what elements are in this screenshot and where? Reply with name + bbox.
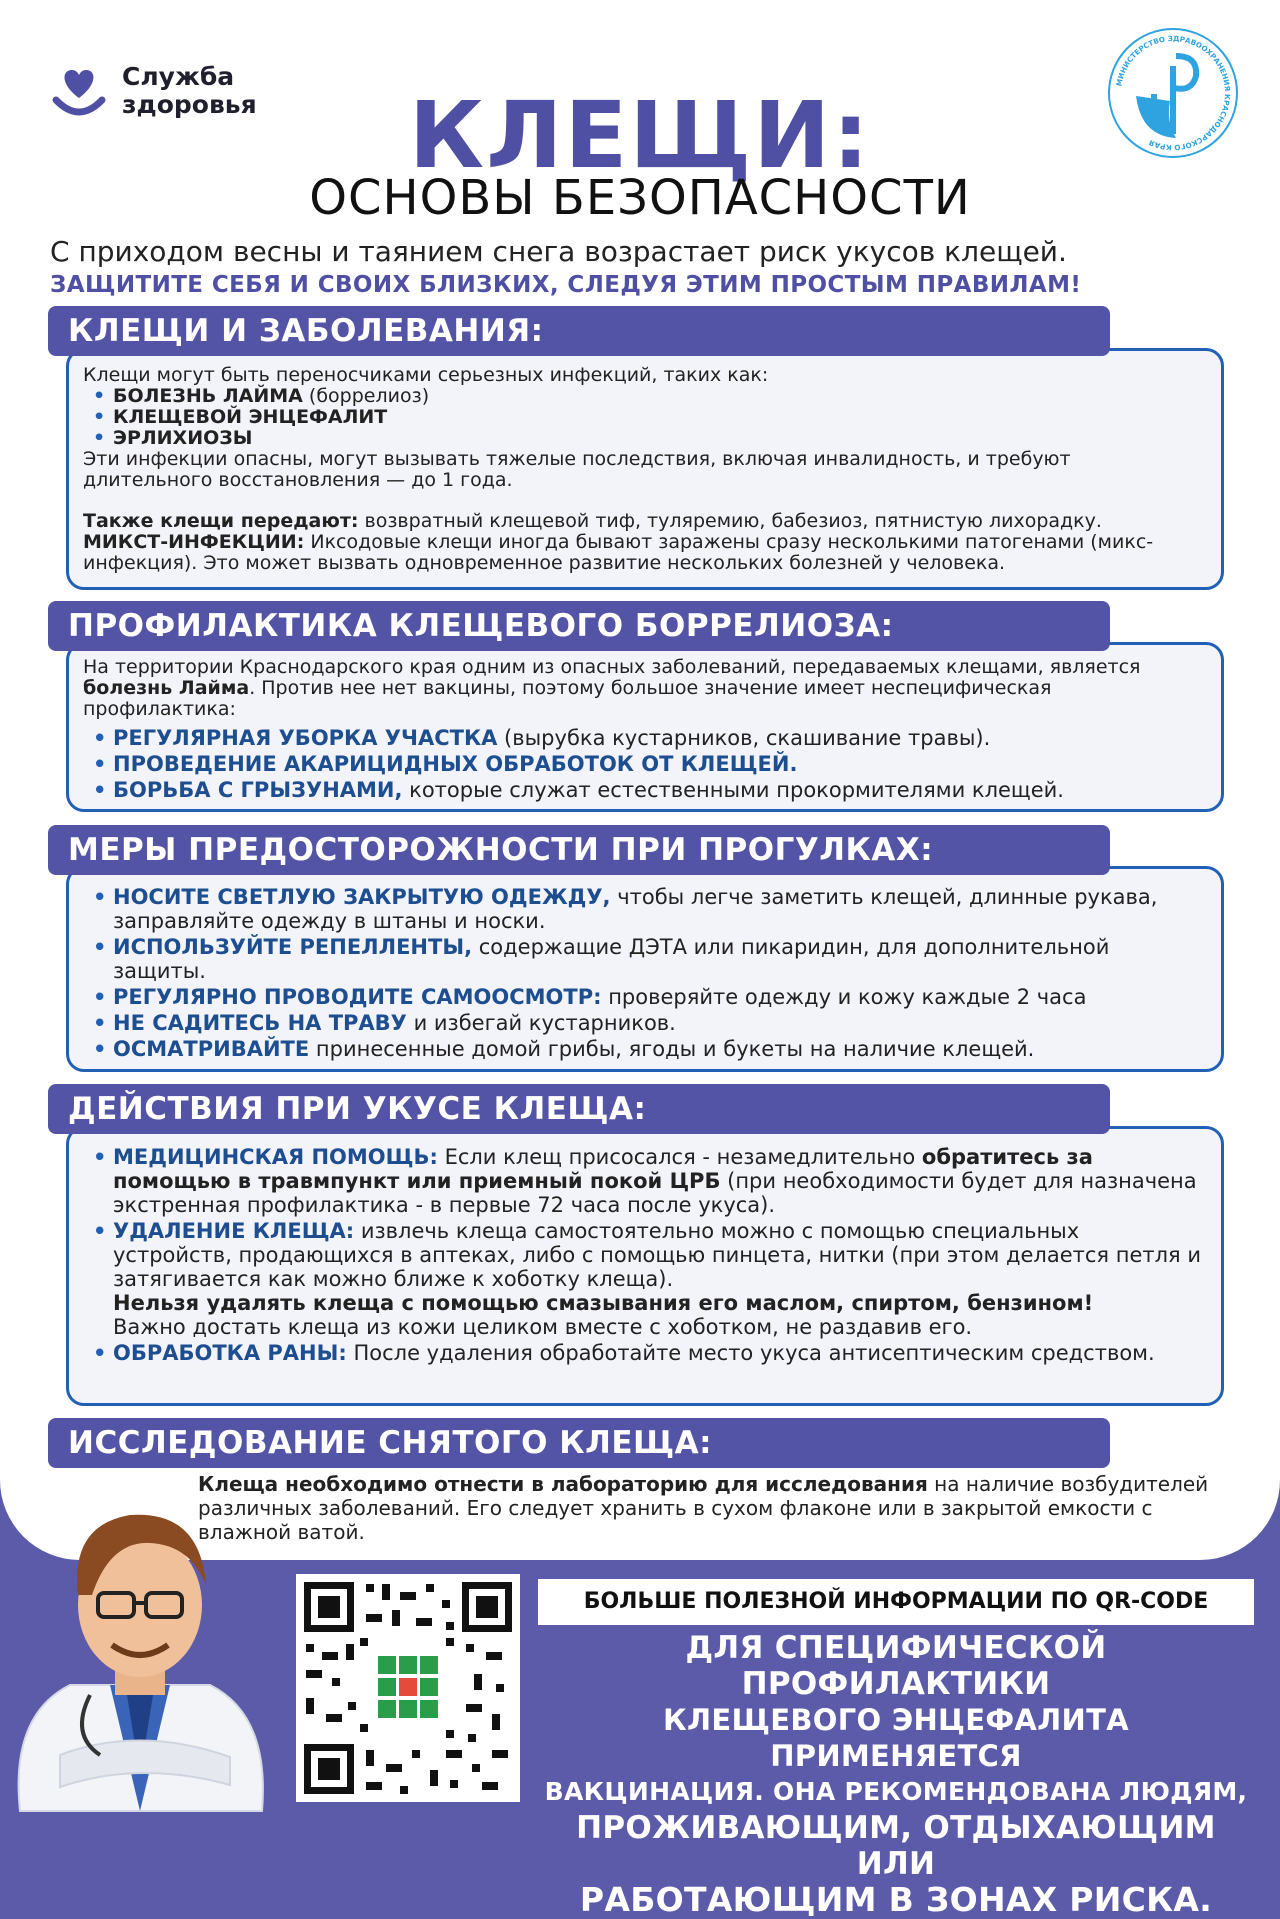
qr-note: БОЛЬШЕ ПОЛЕЗНОЙ ИНФОРМАЦИИ ПО QR-CODE — [538, 1579, 1254, 1625]
list-item: • ЭРЛИХИОЗЫ — [83, 428, 1201, 449]
brand-line1: Служба — [122, 62, 235, 91]
vaccine-line: КЛЕЩЕВОГО ЭНЦЕФАЛИТА ПРИМЕНЯЕТСЯ — [663, 1703, 1129, 1773]
intro-line: С приходом весны и таянием снега возрастает риск укусов клещей. — [50, 235, 1067, 268]
vaccine-line: ВАКЦИНАЦИЯ. ОНА РЕКОМЕНДОВАНА ЛЮДЯМ, — [544, 1777, 1248, 1806]
bite-list — [83, 1145, 1201, 1365]
list-item: • ПРОВЕДЕНИЕ АКАРИЦИДНЫХ ОБРАБОТОК ОТ КЛЕЩЕЙ. — [83, 752, 1201, 776]
list-item: • ИСПОЛЬЗУЙТЕ РЕПЕЛЛЕНТЫ, содержащие ДЭТА или пикаридин, для дополнительной защиты. — [83, 935, 1201, 983]
diseases-danger: Эти инфекции опасны, могут вызывать тяжелые последствия, включая инвалидность, и требуют длительного восстановления — до 1 года. — [83, 448, 1071, 491]
list-item: • МЕДИЦИНСКАЯ ПОМОЩЬ: Если клещ присосался - незамедлительно обратитесь за помощью в травмпункт или приемный покой ЦРБ (при необходимости будет для назначена экстренная профилактика - в первые 72 часа после укуса). — [83, 1145, 1201, 1217]
diseases-list — [83, 386, 1201, 449]
vaccine-line: ПРОЖИВАЮЩИМ, ОТДЫХАЮЩИМ ИЛИ — [576, 1810, 1216, 1882]
walks-heading: МЕРЫ ПРЕДОСТОРОЖНОСТИ ПРИ ПРОГУЛКАХ: — [48, 825, 1110, 875]
list-item: • РЕГУЛЯРНАЯ УБОРКА УЧАСТКА (вырубка кустарников, скашивание травы). — [83, 726, 1201, 750]
borreliosis-list — [83, 726, 1201, 802]
page-title: КЛЕЩИ: — [408, 82, 872, 189]
diseases-box — [66, 348, 1224, 590]
list-item: • ОБРАБОТКА РАНЫ: После удаления обработайте место укуса антисептическим средством. — [83, 1341, 1201, 1365]
list-item: • ОСМАТРИВАЙТЕ принесенные домой грибы, ягоды и букеты на наличие клещей. — [83, 1037, 1201, 1061]
list-item: • КЛЕЩЕВОЙ ЭНЦЕФАЛИТ — [83, 407, 1201, 428]
walks-list — [83, 885, 1201, 1061]
brand-line2: здоровья — [122, 90, 257, 119]
vaccine-line: ДЛЯ СПЕЦИФИЧЕСКОЙ ПРОФИЛАКТИКИ — [685, 1630, 1107, 1702]
list-item: • УДАЛЕНИЕ КЛЕЩА: извлечь клеща самостоятельно можно с помощью специальных устройств, продающихся в аптеках, либо с помощью пинцета, нитки (при этом делается петля и затягивается как можно ближе к хоботку клеща). Нельзя удалять клеща с помощью смазывания его маслом, спиртом, бензином! Важно достать клеща из кожи целиком вместе с хоботком, не раздавив его. — [83, 1219, 1201, 1339]
vaccine-line: РАБОТАЮЩИМ В ЗОНАХ РИСКА. — [579, 1880, 1213, 1919]
emblem-text: МИНИСТЕРСТВО ЗДРАВООХРАНЕНИЯ КРАСНОДАРСКОГО КРАЯ — [1114, 33, 1233, 153]
borreliosis-lead: На территории Краснодарского края одним из опасных заболеваний, передаваемых клещами, является болезнь Лайма. Против нее нет вакцины, поэтому большое значение имеет неспецифическая профилактика: — [83, 656, 1141, 720]
diseases-lead: Клещи могут быть переносчиками серьезных инфекций, таких как: — [83, 364, 769, 386]
bite-heading: ДЕЙСТВИЯ ПРИ УКУСЕ КЛЕЩА: — [48, 1084, 1110, 1134]
diseases-mixed: МИКСТ-ИНФЕКЦИИ: Иксодовые клещи иногда бывают заражены сразу несколькими патогенами (микс-инфекция). Это может вызвать одновременное развитие нескольких болезней у человека. — [83, 531, 1154, 574]
borreliosis-box — [66, 642, 1224, 812]
walks-box — [66, 866, 1224, 1072]
list-item: • НОСИТЕ СВЕТЛУЮ ЗАКРЫТУЮ ОДЕЖДУ, чтобы легче заметить клещей, длинные рукава, заправляйте одежду в штаны и носки. — [83, 885, 1201, 933]
diseases-also: Также клещи передают: возвратный клещевой тиф, туляремию, бабезиоз, пятнистую лихорадку. — [83, 510, 1102, 532]
vaccine-callout — [538, 1630, 1254, 1918]
list-item: • РЕГУЛЯРНО ПРОВОДИТЕ САМООСМОТР: проверяйте одежду и кожу каждые 2 часа — [83, 985, 1201, 1009]
intro-callout: ЗАЩИТИТЕ СЕБЯ И СВОИХ БЛИЗКИХ, СЛЕДУЯ ЭТИМ ПРОСТЫМ ПРАВИЛАМ! — [50, 272, 1082, 298]
list-item: • БОРЬБА С ГРЫЗУНАМИ, которые служат естественными прокормителями клещей. — [83, 778, 1201, 802]
bite-box — [66, 1126, 1224, 1406]
diseases-heading: КЛЕЩИ И ЗАБОЛЕВАНИЯ: — [48, 306, 1110, 356]
qr-code[interactable] — [296, 1574, 520, 1802]
research-text: Клеща необходимо отнести в лабораторию для исследования на наличие возбудителей различных заболеваний. Его следует хранить в сухом флаконе или в закрытой емкости с влажной ватой. — [198, 1472, 1209, 1544]
borreliosis-heading: ПРОФИЛАКТИКА КЛЕЩЕВОГО БОРРЕЛИОЗА: — [48, 601, 1110, 651]
research-heading: ИССЛЕДОВАНИЕ СНЯТОГО КЛЕЩА: — [48, 1418, 1110, 1468]
list-item: • НЕ САДИТЕСЬ НА ТРАВУ и избегай кустарников. — [83, 1011, 1201, 1035]
doctor-illustration — [0, 1475, 290, 1811]
page-subtitle: ОСНОВЫ БЕЗОПАСНОСТИ — [309, 170, 971, 226]
list-item: • БОЛЕЗНЬ ЛАЙМА (боррелиоз) — [83, 386, 1201, 407]
